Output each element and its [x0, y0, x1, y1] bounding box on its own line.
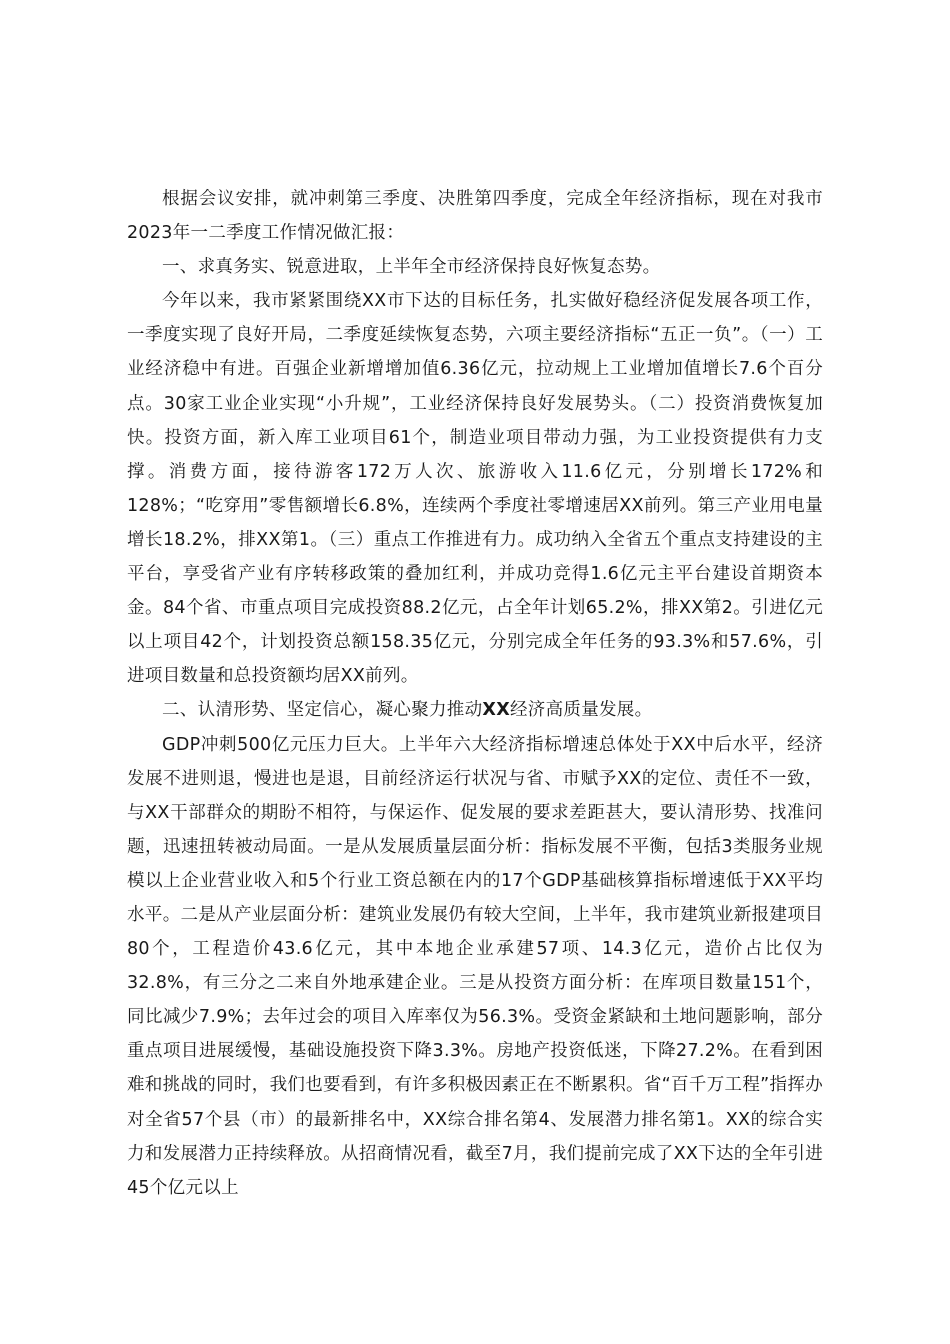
heading-section-2	[127, 693, 823, 727]
document-body	[127, 182, 823, 1205]
paragraph-section-1-body: 今年以来，我市紧紧围绕XX市下达的目标任务，扎实做好稳经济促发展各项工作，一季度实现了良好开局，二季度延续恢复态势，六项主要经济指标“五正一负”。（一）工业经济稳中有进。百强企业新增增加值6.36亿元，拉动规上工业增加值增长7.6个百分点。30家工业企业实现“小升规”，工业经济保持良好发展势头。（二）投资消费恢复加快。投资方面，新入库工业项目61个，制造业项目带动力强，为工业投资提供有力支撑。消费方面，接待游客172万人次、旅游收入11.6亿元，分别增长172%和128%；“吃穿用”零售额增长6.8%，连续两个季度社零增速居XX前列。第三产业用电量增长18.2%，排XX第1。（三）重点工作推进有力。成功纳入全省五个重点支持建设的主平台，享受省产业有序转移政策的叠加红利，并成功竞得1.6亿元主平台建设首期资本金。84个省、市重点项目完成投资88.2亿元，占全年计划65.2%，排XX第2。引进亿元以上项目42个，计划投资总额158.35亿元，分别完成全年任务的93.3%和57.6%，引进项目数量和总投资额均居XX前列。	[127, 291, 823, 687]
paragraph-intro: 根据会议安排，就冲刺第三季度、决胜第四季度，完成全年经济指标，现在对我市2023年一二季度工作情况做汇报：	[127, 189, 823, 244]
heading-section-2-prefix: 二、认清形势、坚定信心，凝心聚力推动	[162, 700, 483, 721]
heading-section-2-suffix: 经济高质量发展。	[510, 700, 653, 721]
heading-section-2-bold: XX	[482, 700, 510, 721]
heading-section-1: 一、求真务实、锐意进取，上半年全市经济保持良好恢复态势。	[162, 257, 661, 278]
paragraph-section-2-body: GDP冲刺500亿元压力巨大。上半年六大经济指标增速总体处于XX中后水平，经济发展不进则退，慢进也是退，目前经济运行状况与省、市赋予XX的定位、责任不一致，与XX干部群众的期盼不相符，与保运作、促发展的要求差距甚大，要认清形势、找准问题，迅速扭转被动局面。一是从发展质量层面分析：指标发展不平衡，包括3类服务业规模以上企业营业收入和5个行业工资总额在内的17个GDP基础核算指标增速低于XX平均水平。二是从产业层面分析：建筑业发展仍有较大空间，上半年，我市建筑业新报建项目80个，工程造价43.6亿元，其中本地企业承建57项、14.3亿元，造价占比仅为32.8%，有三分之二来自外地承建企业。三是从投资方面分析：在库项目数量151个，同比减少7.9%；去年过会的项目入库率仅为56.3%。受资金紧缺和土地问题影响，部分重点项目进展缓慢，基础设施投资下降3.3%。房地产投资低迷，下降27.2%。在看到困难和挑战的同时，我们也要看到，有许多积极因素正在不断累积。省“百千万工程”指挥办对全省57个县（市）的最新排名中，XX综合排名第4、发展潜力排名第1。XX的综合实力和发展潜力正持续释放。从招商情况看，截至7月，我们提前完成了XX下达的全年引进45个亿元以上	[127, 734, 823, 1198]
